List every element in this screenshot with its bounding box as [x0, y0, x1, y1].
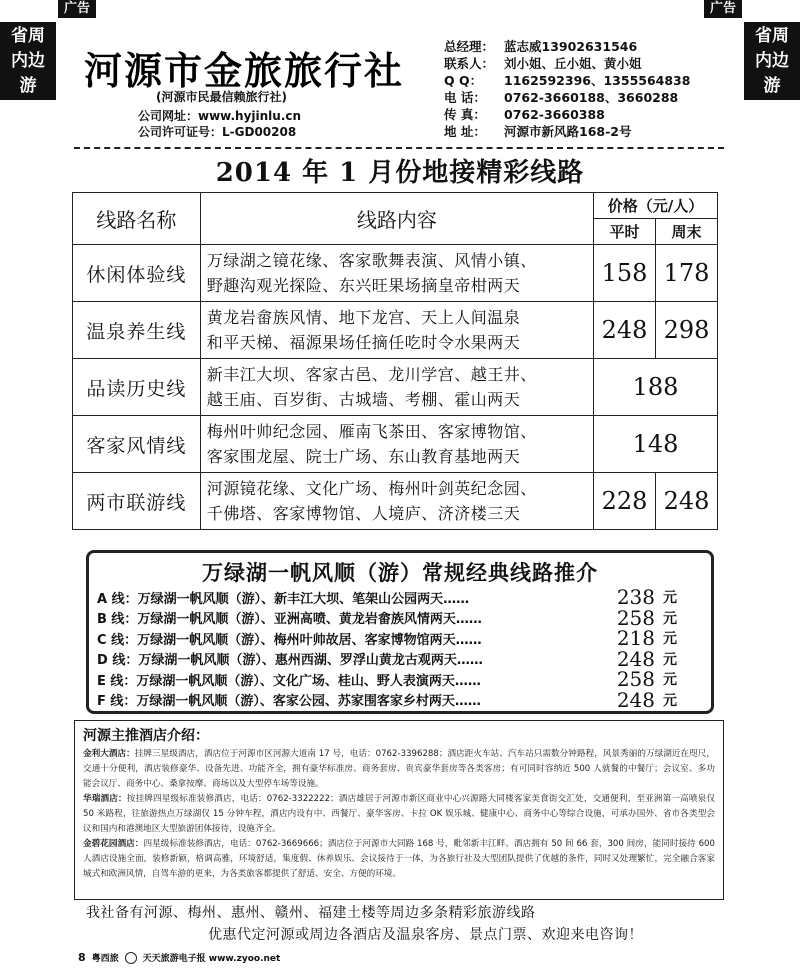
- route-name: 温泉养生线: [73, 302, 201, 359]
- page-footer-bar: [78, 951, 280, 964]
- route-content-line: 野趣沟观光探险、东兴旺果场摘皇帝柑两天: [206, 276, 521, 295]
- table-row: [73, 473, 718, 530]
- price-weekday: 158: [594, 245, 656, 302]
- magazine-logo-icon: [125, 952, 137, 964]
- side-tab-line: 内边: [11, 51, 45, 71]
- contact-row: [444, 55, 690, 72]
- table-row: [73, 416, 718, 473]
- promo-item-currency: 元: [663, 692, 677, 709]
- side-tab-line: 省周: [11, 26, 45, 46]
- promo-item: [97, 669, 697, 690]
- promo-title: 万绿湖一帆风顺（游）常规经典线路推介: [202, 560, 598, 585]
- side-tab-line: 游: [19, 76, 37, 96]
- promo-item-text: E 线：万绿湖一帆风顺（游）、文化广场、桂山、野人表演两天……: [97, 673, 481, 689]
- route-content: [200, 245, 593, 302]
- table-row: [73, 302, 718, 359]
- ad-tag-right: 广告: [704, 0, 742, 18]
- price-weekend: 298: [656, 302, 718, 359]
- promo-item-text: D 线：万绿湖一帆风顺（游）、惠州西湖、罗浮山黄龙古观两天……: [97, 653, 483, 669]
- contact-label: 地 址：: [444, 124, 486, 139]
- route-content-line: 新丰江大坝、客家古邑、龙川学宫、越王井、: [206, 365, 537, 384]
- page-title: 2014 年 1 月份地接精彩线路: [215, 158, 585, 188]
- header-divider: [74, 147, 724, 149]
- promo-item-text: B 线：万绿湖一帆风顺（游）、亚洲高喷、黄龙岩畲族风情两天……: [97, 612, 482, 628]
- contact-block: [444, 38, 690, 140]
- footer-line-2: 优惠代定河源或周边各酒店及温泉客房、景点门票、欢迎来电咨询！: [208, 927, 643, 943]
- side-tab-right: [744, 22, 800, 100]
- route-content-line: 黄龙岩畲族风情、地下龙宫、天上人间温泉: [206, 308, 521, 327]
- route-content-line: 千佛塔、客家博物馆、人境庐、济济楼三天: [206, 504, 521, 523]
- contact-row: [444, 72, 690, 89]
- contact-label: 传 真：: [444, 107, 486, 122]
- contact-value: 1162592396、1355564838: [504, 73, 691, 88]
- price-flat: 188: [594, 359, 718, 416]
- promo-item: [97, 628, 697, 649]
- company-header: [76, 18, 726, 146]
- route-content: [200, 302, 593, 359]
- header-price: 价格（元/人）: [594, 193, 718, 219]
- route-content-line: 客家围龙屋、院士广场、东山教育基地两天: [206, 447, 521, 466]
- route-content-line: 万绿湖之镜花缘、客家歌舞表演、风情小镇、: [206, 251, 537, 270]
- routes-table: [72, 192, 718, 530]
- side-tab-line: 内边: [755, 51, 789, 71]
- route-content-line: 河源镜花缘、文化广场、梅州叶剑英纪念园、: [206, 479, 537, 498]
- table-row: [73, 359, 718, 416]
- header-weekday: 平时: [594, 219, 656, 245]
- hotel-entry: [83, 837, 715, 882]
- contact-value: 蓝志威13902631546: [504, 39, 638, 54]
- promo-item-text: C 线：万绿湖一帆风顺（游）、梅州叶帅故居、客家博物馆两天……: [97, 632, 482, 648]
- company-license: 公司许可证号：L-GD00208: [138, 125, 297, 139]
- footer-line-1: 我社备有河源、梅州、惠州、赣州、福建土楼等周边多条精彩旅游线路: [86, 905, 536, 921]
- route-content: [200, 416, 593, 473]
- table-row: [73, 245, 718, 302]
- hotel-section-title: 河源主推酒店介绍：: [83, 728, 209, 744]
- promo-item: [97, 605, 697, 630]
- promo-item-price: 248: [616, 687, 655, 712]
- company-slogan: (河源市民最信赖旅行社): [156, 90, 287, 104]
- company-name: 河源市金旅旅行社: [84, 49, 405, 93]
- contact-row: [444, 38, 690, 55]
- promo-item-price: 248: [616, 646, 655, 671]
- route-name: 两市联游线: [73, 473, 201, 530]
- promo-item-price: 218: [616, 626, 655, 651]
- contact-label: 电 话：: [444, 90, 486, 105]
- company-website: 公司网址：www.hyjinlu.cn: [138, 109, 302, 123]
- promo-item-text: F 线：万绿湖一帆风顺（游）、客家公园、苏家围客家乡村两天……: [97, 694, 481, 710]
- page-number: 8: [78, 951, 86, 964]
- promo-item-currency: 元: [663, 651, 677, 668]
- contact-value: 刘小姐、丘小姐、黄小姐: [504, 56, 642, 71]
- side-tab-line: 游: [763, 76, 781, 96]
- hotel-section: [74, 720, 724, 900]
- route-content: [200, 359, 593, 416]
- promo-item-price: 258: [616, 667, 655, 692]
- hotel-desc: 挂牌三星级酒店，酒店位于河源市区河源大道南 17 号，电话：0762-3396288；酒店距火车站、汽车站只需数分钟路程，风景秀丽的万绿湖近在咫尺，交通十分便利，酒店装修豪华、设备先进、功能齐全，拥有豪华标准房、商务套房、贵宾豪华套房等各类客房；有可同时容纳近 500 人就餐的中餐厅；会议室、多功能会议厅、商务中心、桑拿按摩、商场以及大型停车场等设施。: [83, 749, 715, 789]
- hotel-name: 华瑞酒店：: [83, 794, 127, 804]
- price-weekday: 228: [594, 473, 656, 530]
- contact-label: 联系人：: [444, 56, 495, 71]
- ad-tag-left: 广告: [58, 0, 96, 18]
- price-flat: 148: [594, 416, 718, 473]
- contact-row: [444, 123, 690, 140]
- route-content-line: 越王庙、百岁街、古城墙、考棚、霍山两天: [206, 390, 521, 409]
- promo-item: [97, 646, 697, 671]
- price-weekend: 178: [656, 245, 718, 302]
- promo-list: [97, 587, 697, 710]
- promo-item: [97, 587, 697, 608]
- promo-item-currency: 元: [663, 610, 677, 627]
- table-header-row: [73, 193, 718, 219]
- promo-item-price: 238: [616, 585, 655, 610]
- hotel-entry: [83, 792, 715, 837]
- price-weekend: 248: [656, 473, 718, 530]
- price-weekday: 248: [594, 302, 656, 359]
- hotel-entry: [83, 747, 715, 792]
- header-route-content: 线路内容: [200, 193, 593, 245]
- route-content: [200, 473, 593, 530]
- header-route-name: 线路名称: [73, 193, 201, 245]
- side-tab-line: 省周: [755, 26, 789, 46]
- promo-item: [97, 687, 697, 712]
- contact-value: 0762-3660388: [504, 107, 605, 122]
- route-content-line: 梅州叶帅纪念园、雁南飞茶田、客家博物馆、: [206, 422, 537, 441]
- hotel-desc: 按挂牌四星级标准装修酒店，电话：0762-3322222；酒店雄居于河源市新区商业中心兴源路大同楼客家美食街交汇处，交通便利，至亚洲第一高喷泉仅 50 米路程，往旅游热点万绿湖仅 15 分钟车程，酒店内设有中、西餐厅、豪华客房、卡拉 OK 娱乐城、健康中心、商务中心等综合设施，可承办国外、省市各类型会议和国内和港澳地区大型旅游团体接待，设施齐全。: [83, 794, 715, 834]
- hotel-desc: 四星级标准装修酒店，电话：0762-3669666；酒店位于河源市大同路 168 号，毗邻新丰江畔。酒店拥有 50 间 66 套，300 间房，能同时接待 600 人酒店设施全面，装修新颖，格调高雅，环境舒适，集度假、休养娱乐、会议接待于一体，为各旅行社及大型团队提供了优越的条件，同时又处理繁忙，完全融合客家城式和欧洲风情，自驾车游的更来，为各类旅客都提供了舒适、安全、方便的环境。: [83, 839, 715, 879]
- header-weekend: 周末: [656, 219, 718, 245]
- route-name: 休闲体验线: [73, 245, 201, 302]
- contact-row: [444, 89, 690, 106]
- contact-value: 河源市新风路168-2号: [504, 124, 632, 139]
- promo-item-text: A 线：万绿湖一帆风顺（游）、新丰江大坝、笔架山公园两天……: [97, 591, 470, 607]
- hotel-name: 金利大酒店：: [83, 749, 135, 759]
- contact-label: Q Q：: [444, 73, 483, 88]
- contact-label: 总经理：: [444, 39, 495, 54]
- promo-box: [86, 550, 714, 714]
- promo-item-currency: 元: [663, 672, 677, 689]
- promo-item-currency: 元: [663, 590, 677, 607]
- side-tab-left: [0, 22, 56, 100]
- magazine-name: 粤西旅: [91, 954, 119, 964]
- promo-item-currency: 元: [663, 631, 677, 648]
- magazine-site: 天天旅游电子报 www.zyoo.net: [142, 954, 281, 964]
- company-info: [138, 108, 301, 140]
- route-content-line: 和平天梯、福源果场任摘任吃时令水果两天: [206, 333, 521, 352]
- route-name: 品读历史线: [73, 359, 201, 416]
- route-name: 客家风情线: [73, 416, 201, 473]
- hotel-name: 金碧花园酒店：: [83, 839, 144, 849]
- contact-value: 0762-3660188、3660288: [504, 90, 679, 105]
- promo-item-price: 258: [616, 605, 655, 630]
- contact-row: [444, 106, 690, 123]
